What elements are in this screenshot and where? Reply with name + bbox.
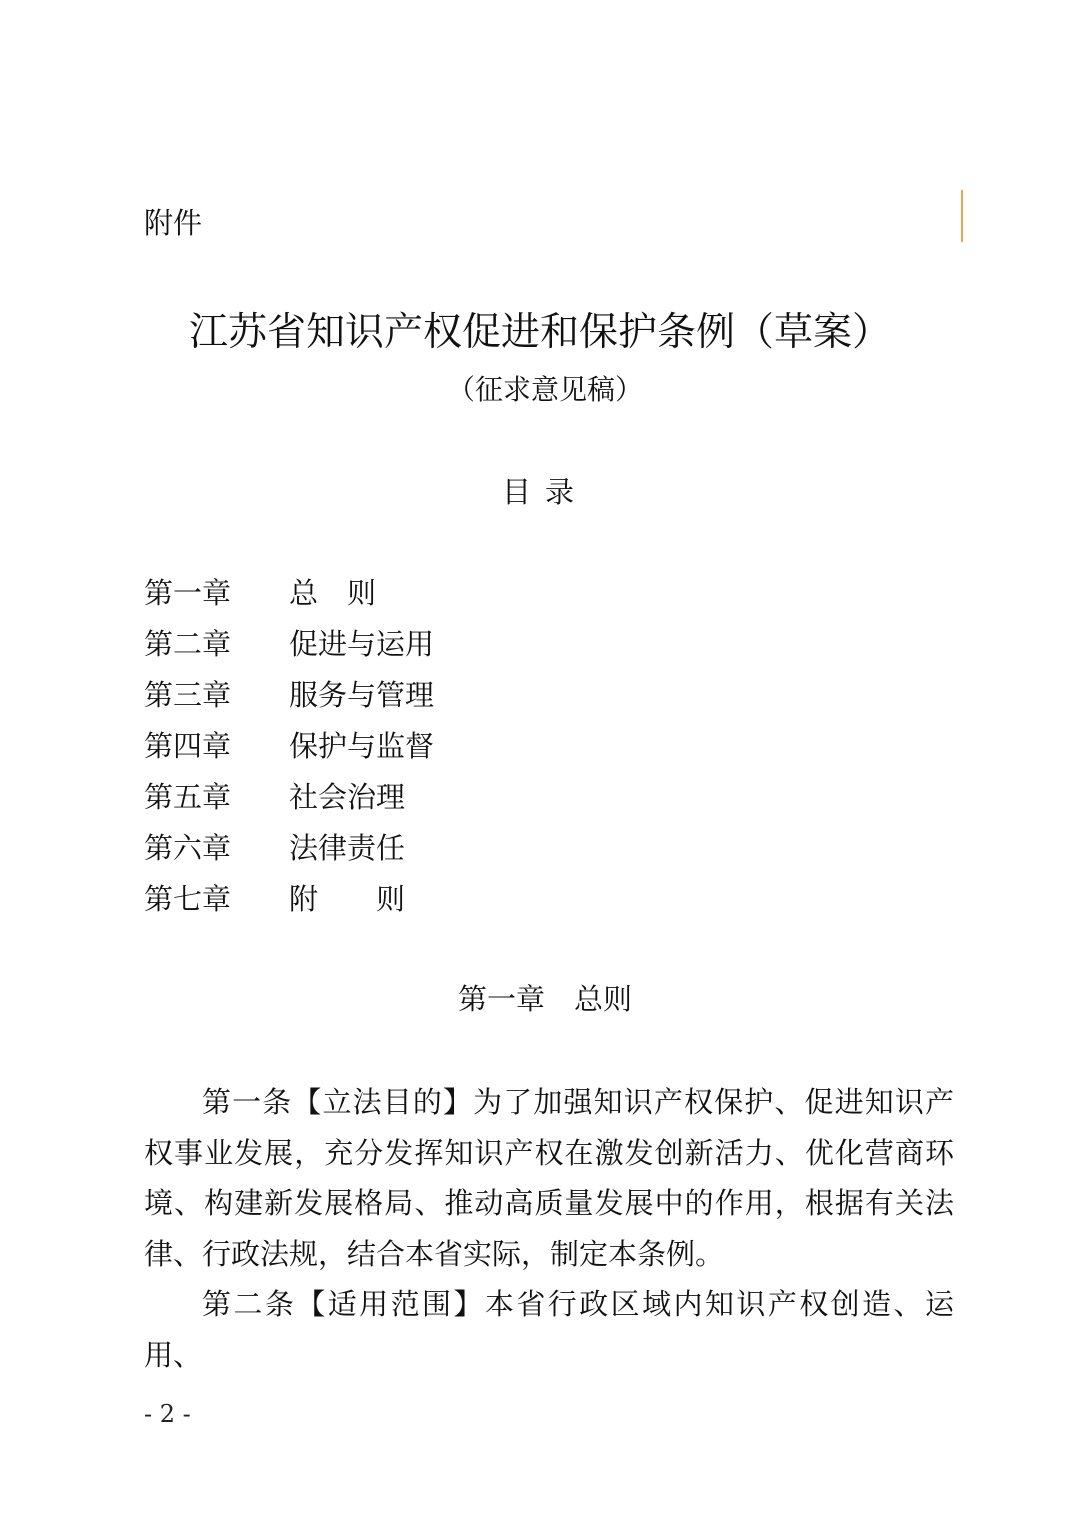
- document-subtitle: （征求意见稿）: [446, 373, 643, 406]
- toc-item: [144, 623, 744, 674]
- toc-chapter-name: 促进与运用: [289, 627, 435, 661]
- toc-chapter-number: 第五章: [144, 780, 232, 814]
- toc-chapter-number: 第三章: [144, 678, 232, 712]
- toc-heading: 目录: [501, 475, 588, 509]
- table-of-contents: [144, 572, 744, 929]
- toc-item: [144, 725, 744, 776]
- page-number: - 2 -: [144, 1400, 191, 1428]
- body-text: [144, 1077, 954, 1380]
- toc-chapter-name: 法律责任: [289, 831, 406, 865]
- toc-chapter-name: 社会治理: [289, 780, 406, 814]
- toc-chapter-number: 第一章: [144, 576, 232, 610]
- article-paragraph: 第一条【立法目的】为了加强知识产权保护、促进知识产权事业发展，充分发挥知识产权在激发创新活力、优化营商环境、构建新发展格局、推动高质量发展中的作用，根据有关法律、行政法规，结合本省实际，制定本条例。: [144, 1085, 954, 1271]
- attachment-label: 附件: [144, 206, 203, 240]
- toc-item: [144, 776, 744, 827]
- chapter-heading: 第一章 总则: [457, 982, 632, 1016]
- toc-chapter-number: 第二章: [144, 627, 232, 661]
- toc-chapter-number: 第六章: [144, 831, 232, 865]
- toc-chapter-number: 第七章: [144, 882, 232, 916]
- toc-item: [144, 674, 744, 725]
- article-paragraph: 第二条【适用范围】本省行政区域内知识产权创造、运用、: [144, 1287, 954, 1372]
- toc-chapter-number: 第四章: [144, 729, 232, 763]
- toc-chapter-name: 保护与监督: [289, 729, 435, 763]
- toc-chapter-name: 服务与管理: [289, 678, 435, 712]
- toc-item: [144, 827, 744, 878]
- toc-item: [144, 572, 744, 623]
- margin-mark: [961, 190, 963, 242]
- toc-chapter-name: 附 则: [289, 882, 406, 916]
- document-title: 江苏省知识产权促进和保护条例（草案）: [188, 310, 891, 355]
- toc-chapter-name: 总 则: [289, 576, 377, 610]
- toc-item: [144, 878, 744, 929]
